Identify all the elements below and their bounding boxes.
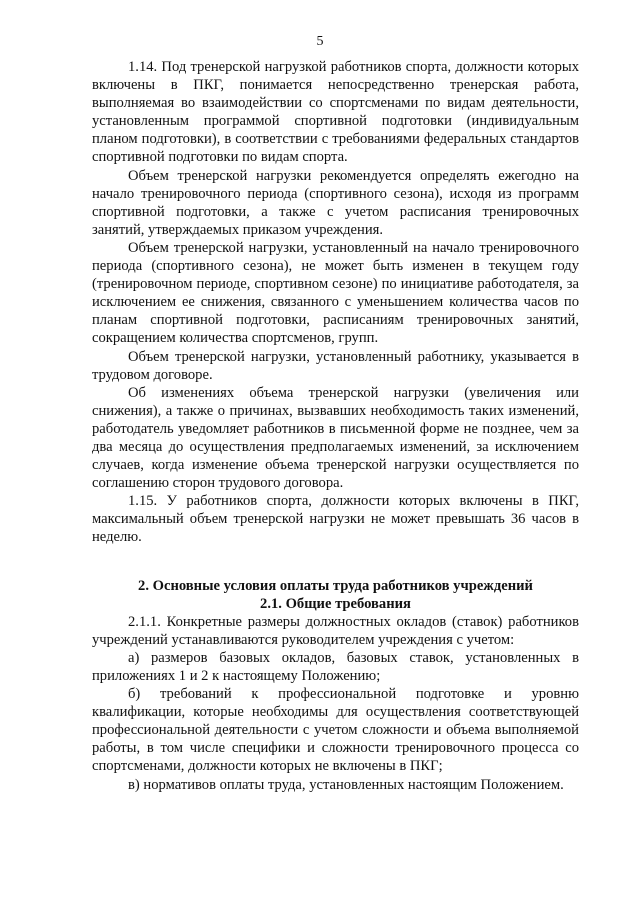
list-item-a: а) размеров базовых окладов, базовых ставок, установленных в приложениях 1 и 2 к настоящему Положению;	[92, 649, 579, 684]
paragraph-load-notification: Об изменениях объема тренерской нагрузки (увеличения или снижения), а также о причинах, вызвавших необходимость таких изменений, работодатель уведомляет работников в письменной форме не позднее, чем за два месяца до осуществления предполагаемых изменений, за исключением случаев, когда изменение объема тренерской нагрузки осуществляется по соглашению сторон трудового договора.	[92, 384, 579, 492]
page-number: 5	[316, 34, 324, 49]
document-body	[92, 58, 579, 794]
section-gap	[92, 547, 579, 577]
paragraph-2-1-1: 2.1.1. Конкретные размеры должностных окладов (ставок) работников учреждений устанавливаются руководителем учреждения с учетом:	[92, 613, 579, 648]
list-item-b: б) требований к профессиональной подготовке и уровню квалификации, которые необходимы для осуществления соответствующей профессиональной деятельности с учетом сложности и объема выполняемой работы, в том числе специфики и сложности тренировочного процесса со спортсменами, должности которых не включены в ПКГ;	[92, 686, 579, 775]
section-heading: 2. Основные условия оплаты труда работников учреждений	[138, 577, 533, 594]
paragraph-load-determination: Объем тренерской нагрузки рекомендуется определять ежегодно на начало тренировочного периода (спортивного сезона), исходя из программ спортивной подготовки, а также с учетом расписания тренировочных занятий, утверждаемых приказом учреждения.	[92, 167, 579, 238]
paragraph-load-change: Объем тренерской нагрузки, установленный на начало тренировочного периода (спортивного сезона), не может быть изменен в текущем году (тренировочном периоде, спортивном сезоне) по инициативе работодателя, за исключением ее снижения, связанного с уменьшением количества часов по планам спортивной подготовки, расписаниям тренировочных занятий, сокращением количества спортсменов, групп.	[92, 239, 579, 347]
paragraph-load-contract: Объем тренерской нагрузки, установленный работнику, указывается в трудовом договоре.	[92, 348, 579, 383]
paragraph-1-14: 1.14. Под тренерской нагрузкой работников спорта, должности которых включены в ПКГ, понимается непосредственно тренерская работа, выполняемая во взаимодействии со спортсменами по видам деятельности, установленным программой спортивной подготовки (индивидуальным планом подготовки), в соответствии с требованиями федеральных стандартов спортивной подготовки по видам спорта.	[92, 59, 579, 166]
list-item-v: в) нормативов оплаты труда, установленных настоящим Положением.	[128, 776, 564, 793]
subsection-heading: 2.1. Общие требования	[260, 595, 411, 612]
paragraph-1-15: 1.15. У работников спорта, должности которых включены в ПКГ, максимальный объем тренерской нагрузки не может превышать 36 часов в неделю.	[92, 493, 579, 546]
